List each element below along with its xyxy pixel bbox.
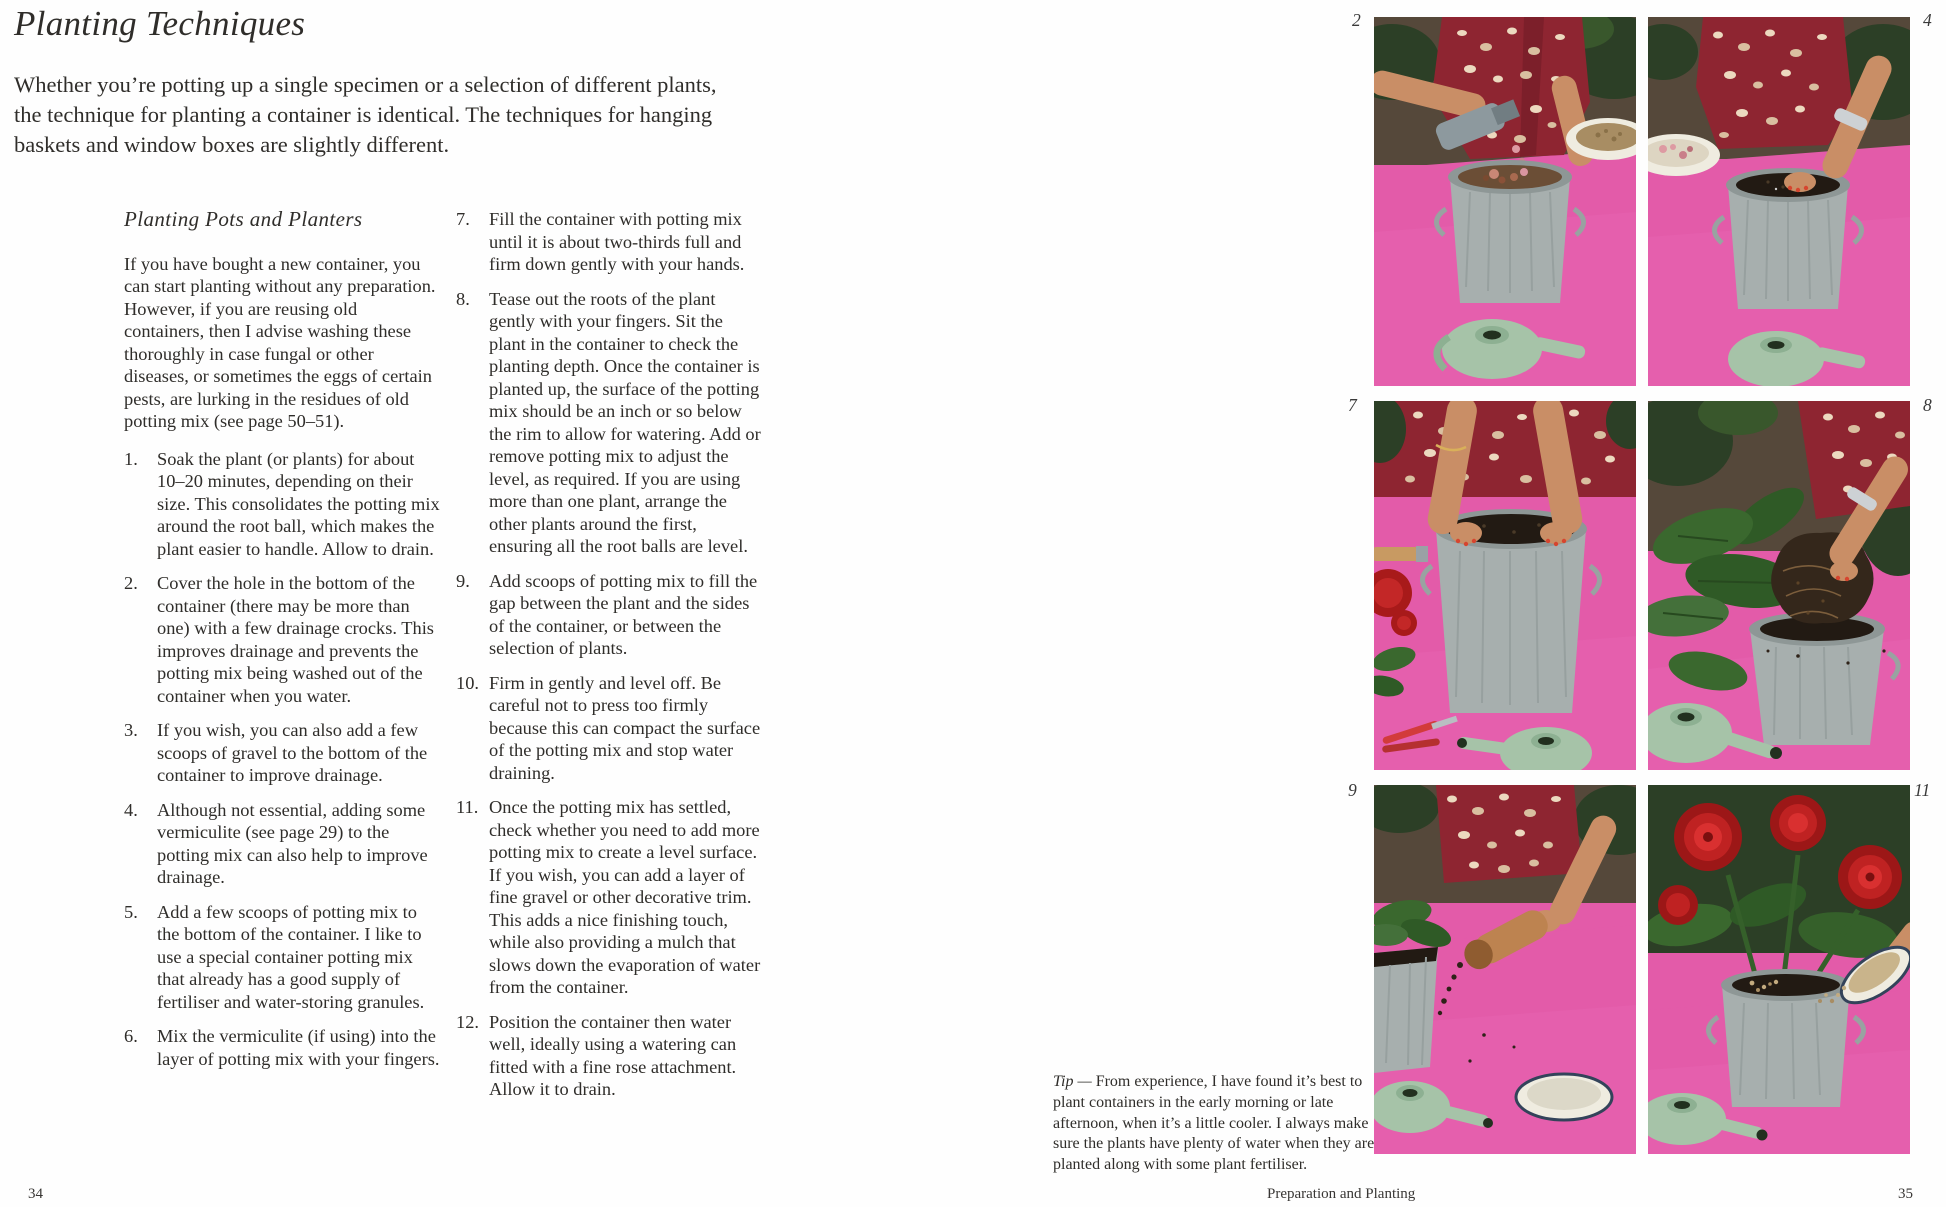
- photo-step-7-image: [1374, 401, 1636, 770]
- page-number-left: 34: [28, 1186, 43, 1202]
- tip-note: [1053, 1072, 1391, 1176]
- step-number: 12.: [456, 1011, 479, 1032]
- step-number: 7.: [456, 209, 470, 229]
- photo-step-8: [1648, 401, 1910, 770]
- step-item-7: [456, 208, 762, 276]
- section-intro: If you have bought a new container, you can start planting without any preparation. However, if you are reusing old containers, then I advise washing these thoroughly in case fungal or other diseases, or sometimes the eggs of certain pests, are lurking in the residues of old potting mix (see page 50–51).: [124, 253, 436, 431]
- step-text: Although not essential, adding some vermiculite (see page 29) to the potting mix can also help to improve drainage.: [157, 799, 428, 887]
- photo-step-7: [1374, 401, 1636, 770]
- step-item-10: [456, 672, 762, 785]
- photo-step-11-image: [1648, 785, 1910, 1154]
- photo-step-4: [1648, 17, 1910, 386]
- intro-line: the technique for planting a container is identical. The techniques for hanging: [14, 102, 713, 127]
- step-item-12: [456, 1011, 762, 1101]
- step-number: 2.: [124, 573, 138, 593]
- leopard-dress: [1696, 17, 1853, 149]
- tip-label: Tip —: [1053, 1073, 1092, 1090]
- step-number: 8.: [456, 288, 470, 309]
- step-number: 1.: [124, 448, 138, 469]
- step-number: 6.: [124, 1026, 138, 1046]
- bucket: [1714, 168, 1861, 309]
- step-text: Add a few scoops of potting mix to the bottom of the container. I like to use a special container potting mix that already has a good supply of fertiliser and water-storing granules.: [157, 901, 425, 1012]
- step-item-8: [456, 288, 762, 558]
- page-number-right: 35: [1898, 1186, 1913, 1202]
- steps-list-7-12: [456, 208, 762, 1101]
- photo-number-7: 7: [1348, 395, 1357, 415]
- photo-step-11: [1648, 785, 1910, 1154]
- intro-line: Whether you’re potting up a single specimen or a selection of different plants,: [14, 72, 717, 97]
- step-number: 5.: [124, 901, 138, 922]
- intro-line: baskets and window boxes are slightly different.: [14, 132, 450, 157]
- text-column-right: [456, 208, 762, 1113]
- photo-number-4: 4: [1923, 10, 1932, 30]
- bucket: [1422, 509, 1599, 713]
- photo-grid: [1374, 17, 1910, 1154]
- step-item-11: [456, 796, 762, 999]
- step-number: 3.: [124, 720, 138, 740]
- photo-number-2: 2: [1352, 10, 1361, 30]
- step-text: Add scoops of potting mix to fill the gap between the plant and the sides of the container, or between the selection of plants.: [489, 570, 758, 658]
- step-text: Firm in gently and level off. Be careful not to press too firmly because this can compact the surface of the potting mix and stop water draining.: [489, 672, 761, 783]
- enamel-bowl: [1516, 1074, 1612, 1120]
- step-item-3: [124, 719, 440, 787]
- step-item-4: [124, 799, 440, 889]
- step-item-1: [124, 448, 440, 561]
- step-text: Once the potting mix has settled, check whether you need to add more potting mix to create a level surface. If you wish, you can add a layer of fine gravel or other decorative trim. This adds a nice finishing touch, while also providing a mulch that slows down the evaporation of water from the container.: [489, 797, 761, 997]
- step-text: Position the container then water well, ideally using a watering can fitted with a fine rose attachment. Allow it to drain.: [489, 1011, 737, 1099]
- step-text: Mix the vermiculite (if using) into the layer of potting mix with your fingers.: [157, 1026, 440, 1069]
- photo-number-8: 8: [1923, 395, 1932, 415]
- trowel-handle: [1374, 546, 1428, 562]
- tip-text: From experience, I have found it’s best to plant containers in the early morning or late afternoon, when it’s a little cooler. I always make sure the plants have plenty of water when they are planted along with some plant fertiliser.: [1053, 1073, 1375, 1174]
- photo-step-4-image: [1648, 17, 1910, 386]
- running-footer: Preparation and Planting: [1267, 1186, 1416, 1202]
- photo-step-2: [1374, 17, 1636, 386]
- page-title: Planting Techniques: [14, 4, 306, 43]
- photo-step-8-image: [1648, 401, 1910, 770]
- section-heading: Planting Pots and Planters: [124, 207, 363, 231]
- photo-step-9: [1374, 785, 1636, 1154]
- step-item-5: [124, 901, 440, 1014]
- step-text: Cover the hole in the bottom of the container (there may be more than one) with a few drainage crocks. This improves drainage and prevents the potting mix being washed out of the container when you water.: [157, 573, 434, 706]
- steps-list-1-6: [124, 448, 440, 1071]
- photo-number-11: 11: [1914, 780, 1931, 800]
- bucket: [1436, 160, 1583, 303]
- step-text: Tease out the roots of the plant gently with your fingers. Sit the plant in the container to check the planting depth. Once the container is planted up, the surface of the potting mix should be an inch or so below the rim to allow for watering. Add or remove potting mix to adjust the level, as required. If you are using more than one plant, arrange the other plants around the first, ensuring all the root balls are level.: [489, 288, 761, 556]
- step-item-6: [124, 1025, 440, 1070]
- step-number: 11.: [456, 797, 479, 817]
- photo-number-9: 9: [1348, 780, 1357, 800]
- step-item-2: [124, 572, 440, 707]
- photo-step-2-image: [1374, 17, 1636, 386]
- intro-paragraph: [14, 70, 717, 160]
- step-text: If you wish, you can also add a few scoops of gravel to the bottom of the container to improve drainage.: [157, 720, 428, 785]
- leopard-dress: [1436, 785, 1582, 883]
- step-number: 10.: [456, 672, 479, 693]
- step-number: 4.: [124, 799, 138, 820]
- text-column-left: [124, 208, 440, 1082]
- step-text: Soak the plant (or plants) for about 10–20 minutes, depending on their size. This consolidates the potting mix around the root ball, which makes the plant easier to handle. Allow to drain.: [157, 448, 440, 559]
- step-text: Fill the container with potting mix until it is about two-thirds full and firm down gently with your hands.: [489, 209, 745, 274]
- photo-step-9-image: [1374, 785, 1636, 1154]
- step-number: 9.: [456, 570, 470, 591]
- step-item-9: [456, 570, 762, 660]
